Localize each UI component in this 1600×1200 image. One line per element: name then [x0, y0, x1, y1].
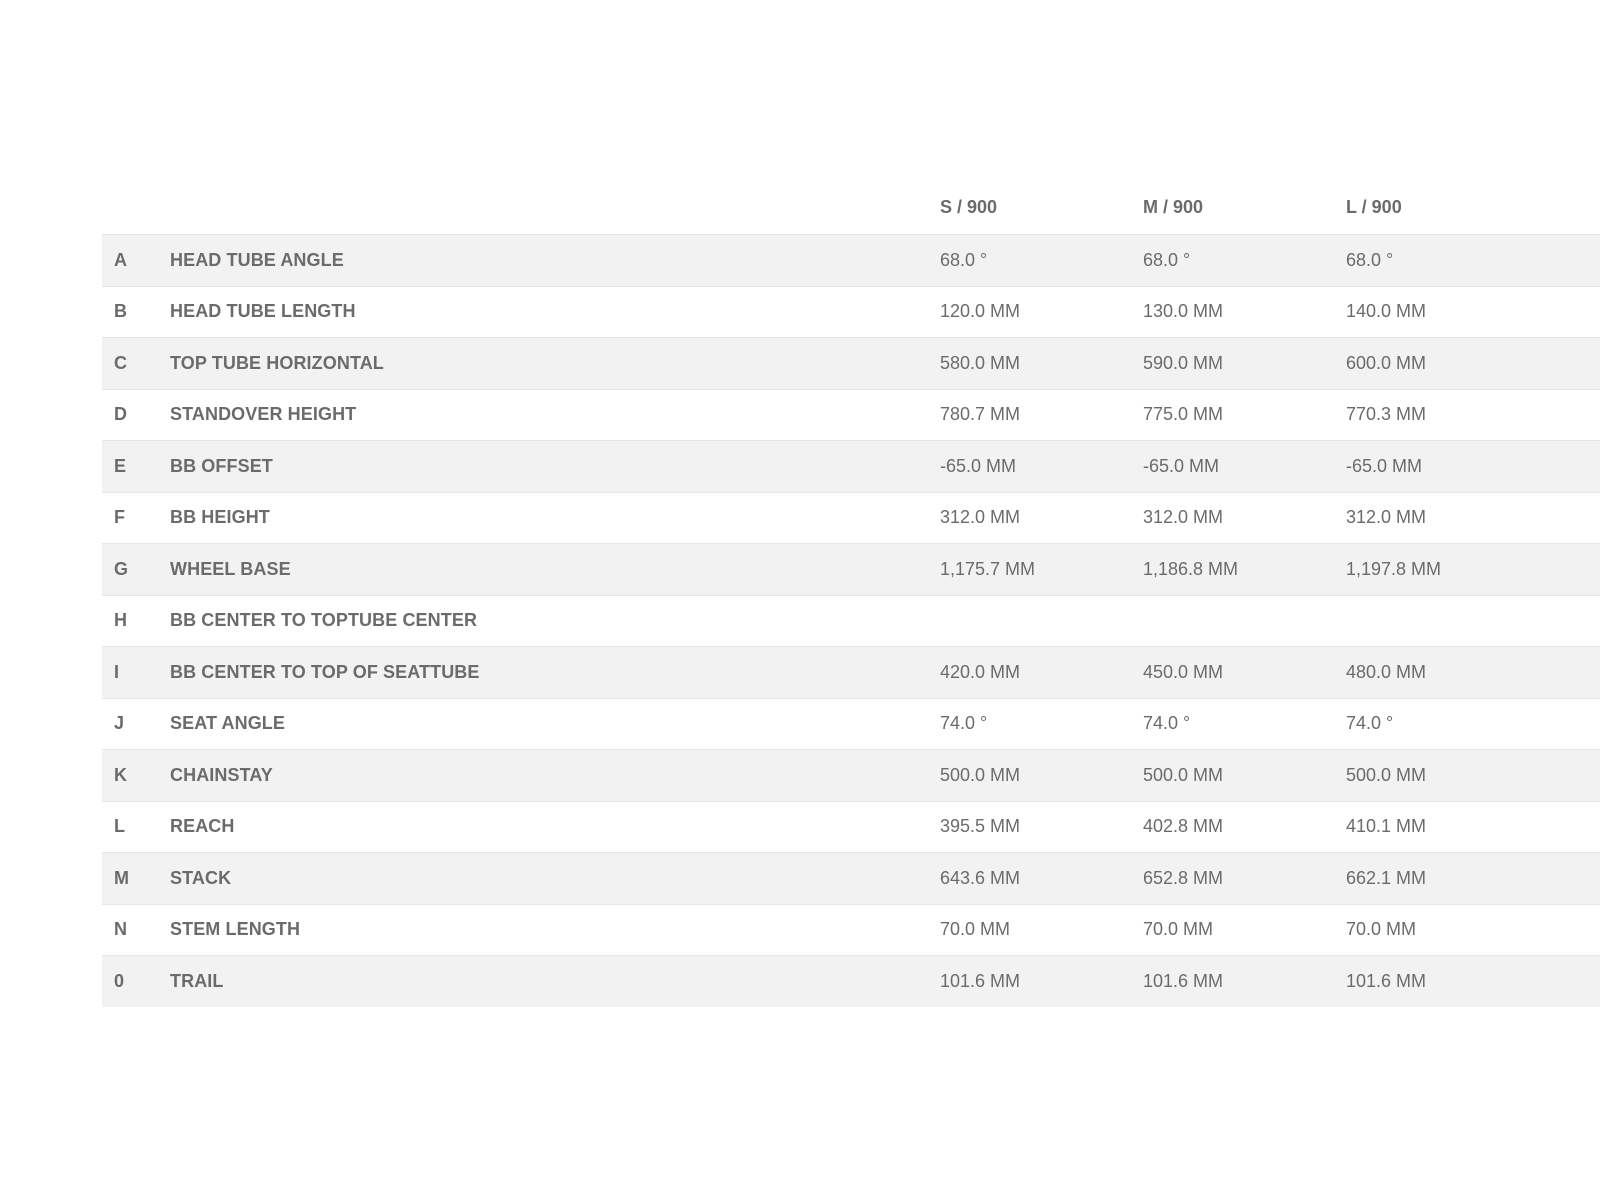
header-size-m: M / 900 — [1143, 180, 1346, 235]
row-letter: C — [102, 338, 170, 390]
row-measurement-name: SEAT ANGLE — [170, 698, 940, 750]
row-value-size-s: 68.0 ° — [940, 235, 1143, 287]
row-value-size-l: 1,197.8 MM — [1346, 544, 1600, 596]
table-row — [102, 235, 1600, 287]
row-value-size-m: 402.8 MM — [1143, 801, 1346, 853]
row-value-size-m: 312.0 MM — [1143, 492, 1346, 544]
row-letter: D — [102, 389, 170, 441]
row-letter: N — [102, 904, 170, 956]
header-letter — [102, 180, 170, 235]
row-letter: H — [102, 595, 170, 647]
row-value-size-s: 395.5 MM — [940, 801, 1143, 853]
row-measurement-name: STACK — [170, 853, 940, 905]
row-value-size-s: 70.0 MM — [940, 904, 1143, 956]
table-row — [102, 492, 1600, 544]
row-value-size-s: 101.6 MM — [940, 971, 1021, 991]
row-measurement-name: CHAINSTAY — [170, 750, 940, 802]
table-row — [102, 441, 1600, 493]
table-row — [102, 698, 1600, 750]
row-value-size-l: 140.0 MM — [1346, 286, 1600, 338]
row-value-size-m: 500.0 MM — [1143, 750, 1346, 802]
row-value-size-l: 500.0 MM — [1346, 750, 1600, 802]
row-value-size-l: -65.0 MM — [1346, 441, 1600, 493]
header-size-l: L / 900 — [1346, 180, 1600, 235]
row-value-size-m: 652.8 MM — [1143, 853, 1346, 905]
row-value-size-m: 775.0 MM — [1143, 389, 1346, 441]
row-value-size-m: 70.0 MM — [1143, 904, 1346, 956]
row-value-size-s: 312.0 MM — [940, 492, 1143, 544]
row-letter: B — [102, 286, 170, 338]
row-value-size-s: 120.0 MM — [940, 286, 1143, 338]
row-measurement-name: WHEEL BASE — [170, 544, 940, 596]
header-measurement — [170, 180, 940, 235]
row-measurement-name: TRAIL — [170, 971, 224, 991]
row-value-size-m: 450.0 MM — [1143, 647, 1346, 699]
table-row — [102, 956, 1600, 1008]
table-row — [102, 286, 1600, 338]
table-row — [102, 801, 1600, 853]
row-measurement-name: STEM LENGTH — [170, 904, 940, 956]
row-value-size-s: 500.0 MM — [940, 750, 1143, 802]
row-measurement-name: TOP TUBE HORIZONTAL — [170, 338, 940, 390]
row-value-size-l: 74.0 ° — [1346, 698, 1600, 750]
row-value-size-l: 68.0 ° — [1346, 235, 1600, 287]
row-measurement-name: REACH — [170, 801, 940, 853]
table-row — [102, 647, 1600, 699]
row-value-size-s: 74.0 ° — [940, 698, 1143, 750]
row-value-size-l: 312.0 MM — [1346, 492, 1600, 544]
row-letter: E — [102, 441, 170, 493]
row-letter: J — [102, 698, 170, 750]
table-row — [102, 389, 1600, 441]
row-measurement-name: BB CENTER TO TOP OF SEATTUBE — [170, 647, 940, 699]
row-measurement-name: BB CENTER TO TOPTUBE CENTER — [170, 595, 940, 647]
table-row — [102, 595, 1600, 647]
row-value-size-m: 130.0 MM — [1143, 286, 1346, 338]
row-value-size-m: -65.0 MM — [1143, 441, 1346, 493]
row-value-size-l: 662.1 MM — [1346, 853, 1600, 905]
row-letter: G — [102, 544, 170, 596]
row-value-size-m: 74.0 ° — [1143, 698, 1346, 750]
row-value-size-m: 68.0 ° — [1143, 235, 1346, 287]
table-row — [102, 750, 1600, 802]
table-row — [102, 544, 1600, 596]
row-letter: 0 — [114, 971, 125, 991]
header-row — [102, 180, 1600, 235]
row-measurement-name: STANDOVER HEIGHT — [170, 389, 940, 441]
table-row — [102, 853, 1600, 905]
row-value-size-s: 1,175.7 MM — [940, 544, 1143, 596]
row-letter: K — [102, 750, 170, 802]
row-value-size-s: 420.0 MM — [940, 647, 1143, 699]
row-letter: M — [102, 853, 170, 905]
row-measurement-name: BB OFFSET — [170, 441, 940, 493]
row-measurement-name: HEAD TUBE LENGTH — [170, 286, 940, 338]
header-size-s: S / 900 — [940, 180, 1143, 235]
row-value-size-m — [1143, 595, 1346, 647]
row-value-size-l: 101.6 MM — [1346, 971, 1427, 991]
row-letter: I — [102, 647, 170, 699]
geometry-table-header — [102, 180, 1600, 235]
row-letter: F — [102, 492, 170, 544]
row-value-size-l: 480.0 MM — [1346, 647, 1600, 699]
row-measurement-name: HEAD TUBE ANGLE — [170, 235, 940, 287]
geometry-table — [102, 180, 1600, 1007]
row-value-size-l — [1346, 595, 1600, 647]
row-value-size-s — [940, 595, 1143, 647]
row-value-size-m: 1,186.8 MM — [1143, 544, 1346, 596]
table-row — [102, 904, 1600, 956]
row-value-size-m: 101.6 MM — [1143, 971, 1224, 991]
row-measurement-name: BB HEIGHT — [170, 492, 940, 544]
row-value-size-l: 410.1 MM — [1346, 801, 1600, 853]
row-letter: L — [102, 801, 170, 853]
row-value-size-l: 770.3 MM — [1346, 389, 1600, 441]
row-value-size-s: 780.7 MM — [940, 389, 1143, 441]
row-letter: A — [102, 235, 170, 287]
row-value-size-s: 580.0 MM — [940, 338, 1143, 390]
geometry-table-body — [102, 235, 1600, 1008]
row-value-size-m: 590.0 MM — [1143, 338, 1346, 390]
row-value-size-l: 70.0 MM — [1346, 904, 1600, 956]
row-value-size-l: 600.0 MM — [1346, 338, 1600, 390]
row-value-size-s: -65.0 MM — [940, 441, 1143, 493]
row-value-size-s: 643.6 MM — [940, 853, 1143, 905]
table-row — [102, 338, 1600, 390]
